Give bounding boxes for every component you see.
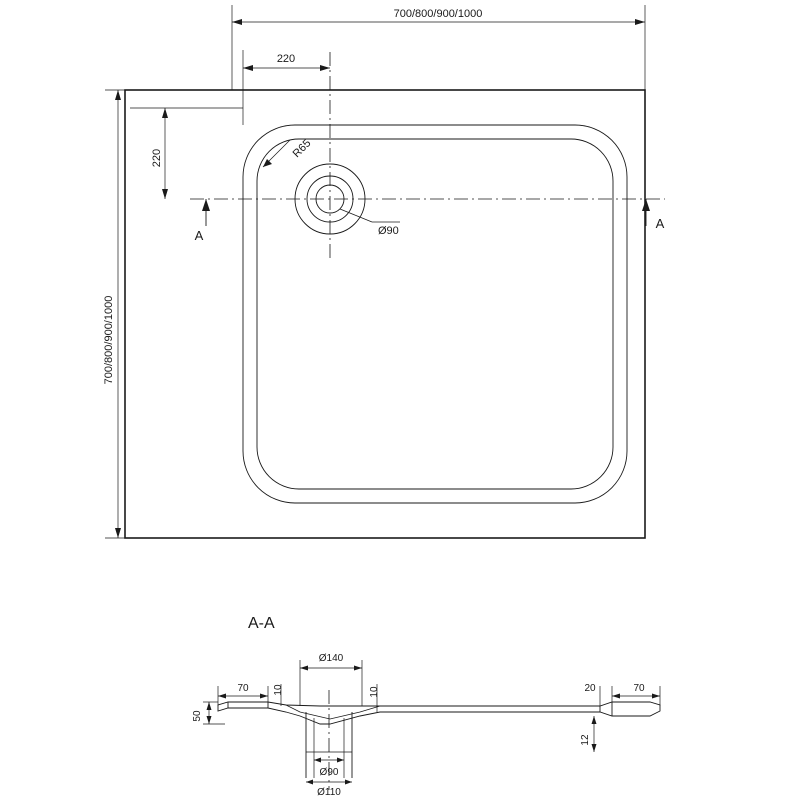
dim-total-height-label: 50 xyxy=(192,710,203,722)
section-mark-right-label: A xyxy=(655,216,665,231)
dim-drain-outer-label: Ø110 xyxy=(317,787,341,798)
section-view-label: A-A xyxy=(248,615,275,632)
dim-drain-top-diameter xyxy=(300,660,362,706)
dim-total-height xyxy=(203,702,225,724)
tray-outline xyxy=(125,90,645,538)
dim-flange-right-label: 70 xyxy=(633,683,645,694)
dim-drain-top-diameter-label: Ø140 xyxy=(318,653,344,664)
dim-width-label: 700/800/900/1000 xyxy=(393,8,483,20)
dim-height-label: 700/800/900/1000 xyxy=(103,295,115,385)
section-view xyxy=(192,615,660,798)
leader-drain-diameter xyxy=(340,209,400,222)
dim-corner-radius-label: R65 xyxy=(290,137,314,161)
section-arrow-right xyxy=(642,199,650,226)
basin-outline-inner xyxy=(257,139,613,489)
dim-offset-y-label: 220 xyxy=(151,148,163,168)
dim-inner-depth-label: 10 xyxy=(369,686,380,698)
dim-offset-x-label: 220 xyxy=(276,53,296,65)
dim-outlet-height xyxy=(592,716,597,752)
section-arrow-left xyxy=(202,199,210,226)
dim-edge-right-small-label: 20 xyxy=(584,683,596,694)
dim-flange-left-label: 70 xyxy=(237,683,249,694)
section-mark-left-label: A xyxy=(194,228,204,243)
top-view xyxy=(103,5,665,538)
basin-outline-outer xyxy=(243,125,627,503)
dim-wall-left-label: 10 xyxy=(273,684,284,696)
dim-drain-offset-y xyxy=(130,108,243,199)
dim-drain-outlet-label: Ø90 xyxy=(319,767,339,778)
dim-drain-outlet xyxy=(314,758,344,763)
dim-drain-diameter-label: Ø90 xyxy=(378,225,399,237)
dim-outlet-height-label: 12 xyxy=(580,734,591,746)
